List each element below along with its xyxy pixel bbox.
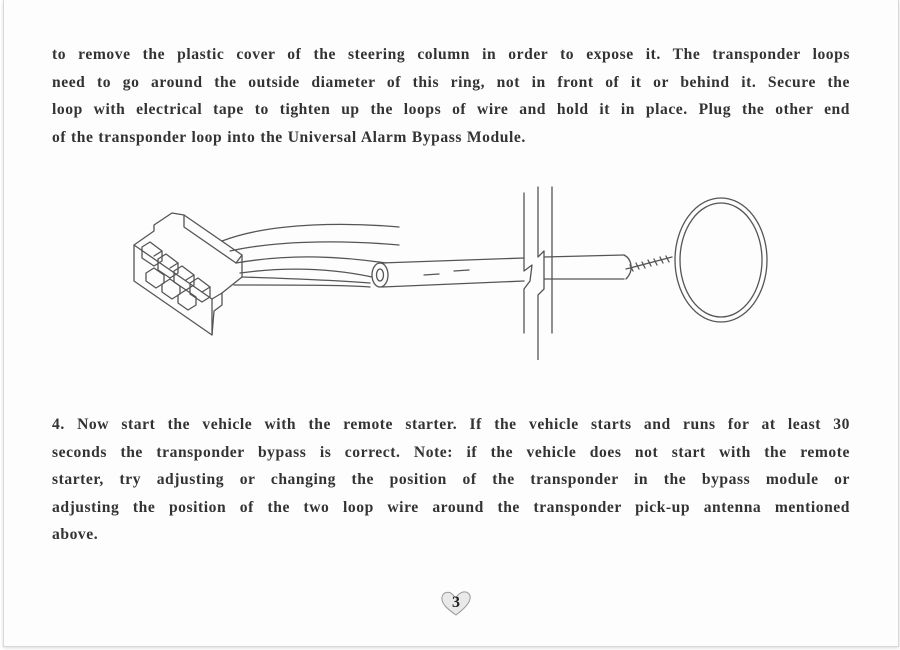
page-number: 3: [452, 594, 460, 611]
step4-line-5: above.: [52, 526, 99, 543]
transponder-barrel: [372, 255, 631, 287]
page-number-badge: [438, 588, 474, 618]
transponder-loop-diagram: [124, 185, 804, 360]
antenna-coil: [626, 256, 672, 271]
intro-line-2: need to go around the outside diameter of this ring, not in front of it or behind it. Secure the: [52, 73, 850, 91]
step4-line-3: starter, try adjusting or changing the position of the transponder in the bypass module or: [52, 471, 850, 488]
intro-line-1: to remove the plastic cover of the steering column in order to expose it. The transponder loops: [52, 46, 850, 63]
intro-line-4: of the transponder loop into the Universal Alarm Bypass Module.: [52, 128, 526, 146]
step-4-paragraph: [52, 411, 850, 549]
transponder-loop-ring: [675, 198, 767, 322]
step4-line-1: 4. Now start the vehicle with the remote starter. If the vehicle starts and runs for at least 30: [52, 416, 850, 433]
step4-line-2: seconds the transponder bypass is correct. Note: if the vehicle does not start with the remote: [52, 443, 850, 461]
intro-paragraph: [52, 41, 850, 151]
steering-column-panel: [524, 187, 552, 360]
intro-line-3: loop with electrical tape to tighten up the loops of wire and hold it in place. Plug the other end: [52, 101, 850, 118]
step4-line-4: adjusting the position of the two loop wire around the transponder pick-up antenna mentioned: [52, 498, 850, 516]
manual-page: [3, 0, 899, 647]
connector-plug-icon: [134, 213, 242, 335]
